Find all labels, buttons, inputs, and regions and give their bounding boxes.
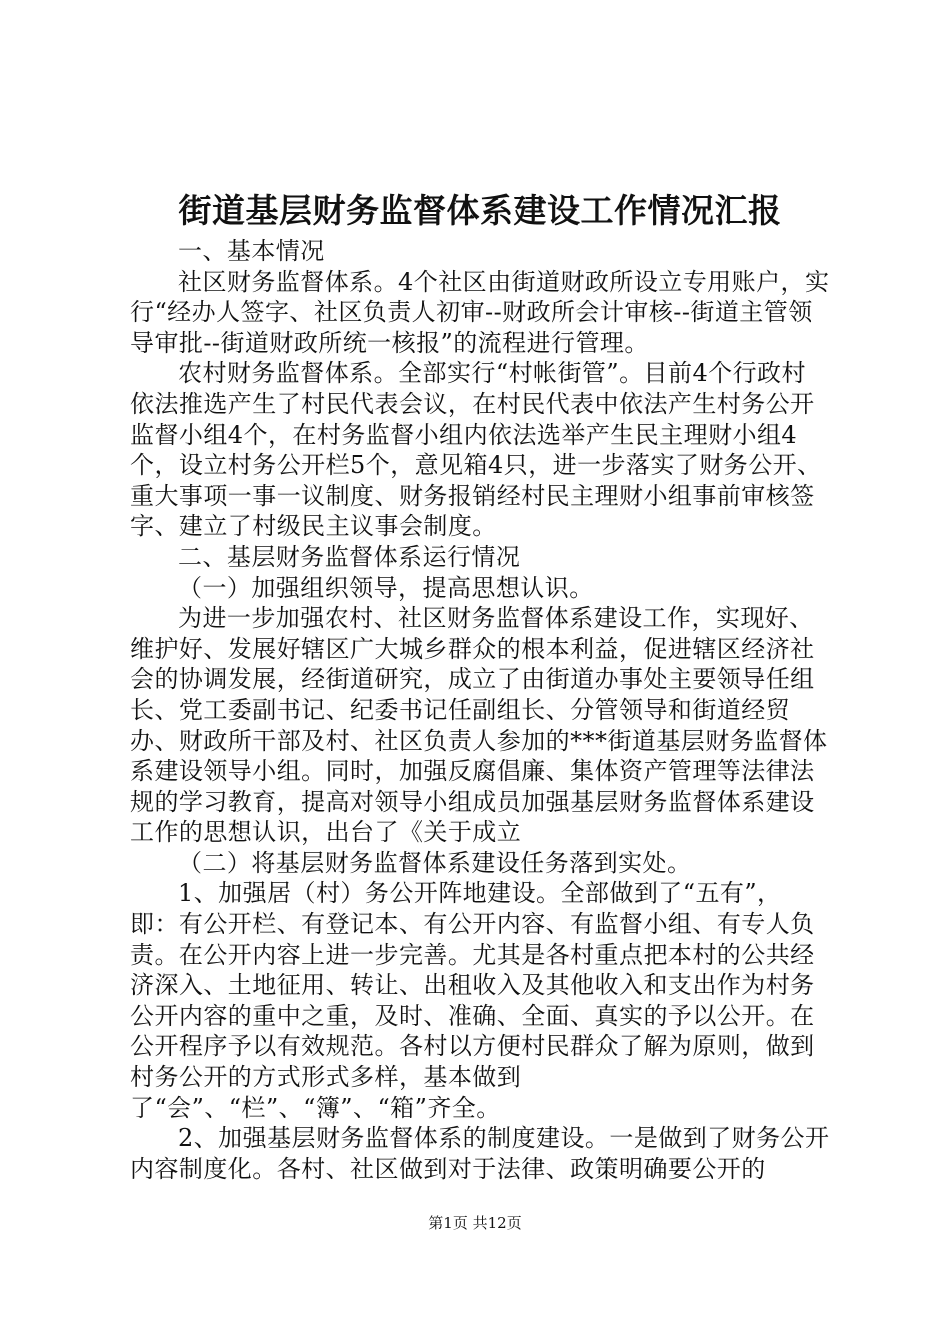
page-number-footer: 第1页 共12页 [428, 1214, 522, 1232]
paragraph: 为进一步加强农村、社区财务监督体系建设工作，实现好、维护好、发展好辖区广大城乡群众的根本利益，促进辖区经济社会的协调发展，经街道研究，成立了由街道办事处主要领导任组长、党工委副书记、纪委书记任副组长、分管领导和街道经贸办、财政所干部及村、社区负责人参加的***街道基层财务监督体系建设领导小组。同时，加强反腐倡廉、集体资产管理等法律法规的学习教育，提高对领导小组成员加强基层财务监督体系建设工作的思想认识，出台了《关于成立 [130, 604, 828, 847]
document-page [130, 186, 830, 1184]
paragraph: 1、加强居（村）务公开阵地建设。全部做到了“五有”，即：有公开栏、有登记本、有公开内容、有监督小组、有专人负责。在公开内容上进一步完善。尤其是各村重点把本村的公共经济深入、土地征用、转让、出租收入及其他收入和支出作为村务公开内容的重中之重，及时、准确、全面、真实的予以公开。在公开程序予以有效规范。各村以方便村民群众了解为原则，做到村务公开的方式形式多样，基本做到了“会”、“栏”、“簿”、“箱”齐全。 [130, 879, 815, 1122]
subsection-heading-2: （二）将基层财务监督体系建设任务落到实处。 [178, 848, 692, 877]
document-body [130, 236, 830, 1184]
document-title: 街道基层财务监督体系建设工作情况汇报 [178, 191, 782, 230]
section-heading-1: 一、基本情况 [178, 237, 325, 265]
paragraph: 农村财务监督体系。全部实行“村帐街管”。目前4个行政村依法推选产生了村民代表会议，在村民代表中依法产生村务公开监督小组4个，在村务监督小组内依法选举产生民主理财小组4个，设立村务公开栏5个，意见箱4只，进一步落实了财务公开、重大事项一事一议制度、财务报销经村民主理财小组事前审核签字、建立了村级民主议事会制度。 [130, 359, 822, 541]
subsection-heading-1: （一）加强组织领导，提高思想认识。 [178, 573, 594, 602]
paragraph: 2、加强基层财务监督体系的制度建设。一是做到了财务公开内容制度化。各村、社区做到对于法律、政策明确要公开的 [130, 1124, 830, 1183]
section-heading-2: 二、基层财务监督体系运行情况 [178, 542, 521, 571]
paragraph: 社区财务监督体系。4个社区由街道财政所设立专用账户，实行“经办人签字、社区负责人初审--财政所会计审核--街道主管领导审批--街道财政所统一核报”的流程进行管理。 [130, 267, 830, 357]
